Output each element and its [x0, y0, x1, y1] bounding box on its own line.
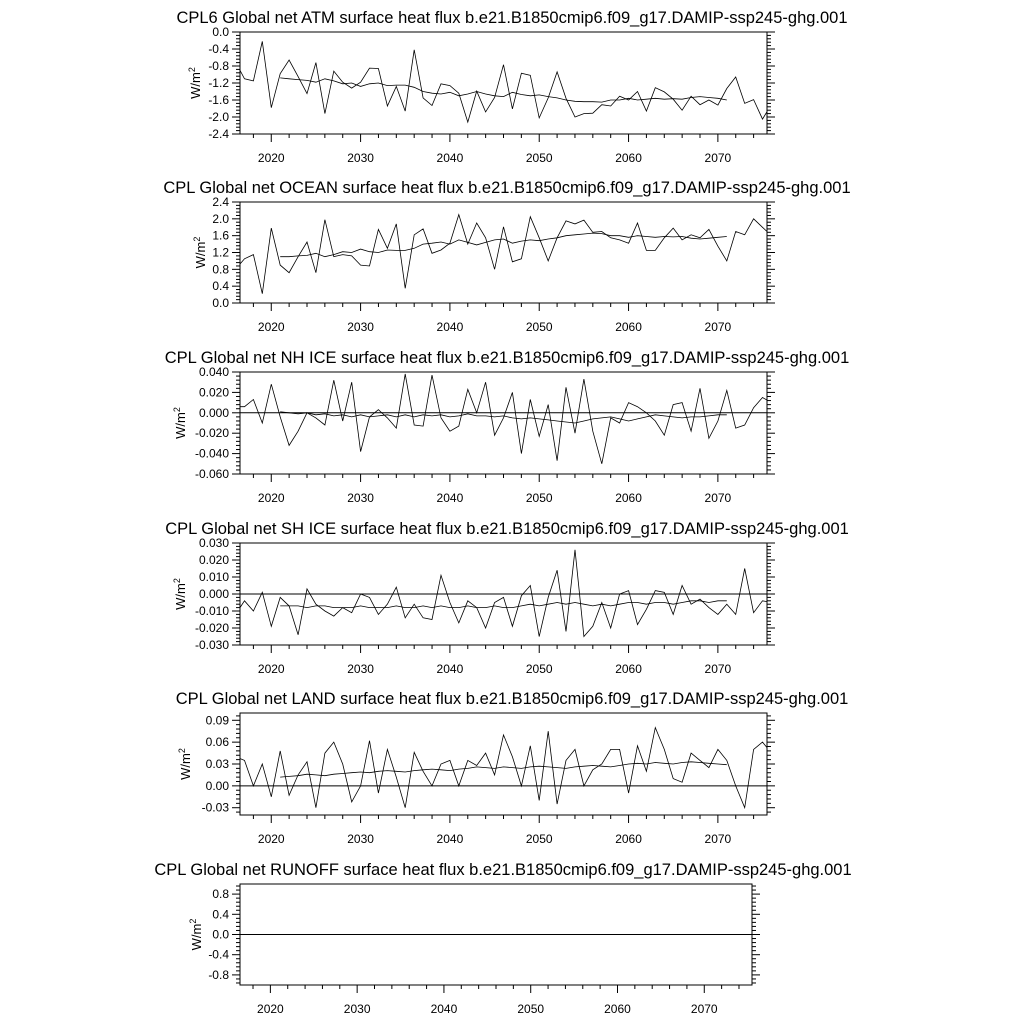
series-running-mean-line: [280, 233, 727, 257]
panel-title: CPL Global net OCEAN surface heat flux b.e21.B1850cmip6.f09_g17.DAMIP-ssp245-ghg.001: [163, 179, 851, 197]
panel-5: [176, 690, 849, 846]
panel-title: CPL Global net NH ICE surface heat flux b.e21.B1850cmip6.f09_g17.DAMIP-ssp245-ghg.001: [164, 349, 850, 367]
x-tick-label: 2060: [615, 491, 642, 505]
series-annual-line: [236, 41, 772, 122]
y-tick-label: 0.4: [212, 279, 229, 294]
y-tick-label: 0.0: [212, 927, 229, 942]
y-tick-label: -0.040: [194, 446, 229, 461]
x-tick-label: 2060: [615, 320, 642, 334]
y-tick-label: 0.8: [212, 887, 229, 902]
x-tick-label: 2030: [347, 151, 374, 165]
x-tick-label: 2020: [257, 320, 285, 334]
x-tick-label: 2040: [430, 1002, 458, 1016]
x-tick-label: 2070: [704, 832, 732, 846]
y-axis-label: [187, 67, 203, 99]
x-tick-label: 2050: [525, 491, 553, 505]
y-axis-label-superscript: 2: [188, 918, 198, 924]
y-tick-label: 2.4: [212, 195, 229, 209]
panel-4: [165, 520, 849, 676]
x-tick-label: 2070: [704, 320, 732, 334]
y-axis-label: [177, 748, 193, 780]
panel-title: CPL Global net LAND surface heat flux b.e21.B1850cmip6.f09_g17.DAMIP-ssp245-ghg.001: [175, 690, 849, 708]
x-tick-label: 2070: [690, 1002, 718, 1016]
y-tick-label: -0.020: [194, 426, 229, 441]
x-tick-label: 2050: [525, 320, 553, 334]
y-axis-label-text: W/m: [189, 923, 204, 951]
x-tick-label: 2020: [257, 1002, 284, 1016]
x-tick-label: 2040: [436, 662, 464, 676]
y-tick-label: -2.0: [208, 110, 229, 124]
y-tick-label: 0.4: [212, 907, 229, 922]
x-tick-label: 2030: [347, 662, 374, 676]
panel-title: CPL Global net RUNOFF surface heat flux b.e21.B1850cmip6.f09_g17.DAMIP-ssp245-ghg.001: [154, 861, 852, 879]
y-tick-label: 0.020: [198, 553, 229, 567]
y-tick-label: 0.03: [205, 757, 229, 771]
x-tick-label: 2060: [604, 1002, 631, 1016]
x-tick-label: 2040: [436, 491, 464, 505]
y-axis-label-text: W/m: [178, 753, 193, 780]
y-tick-label: -0.4: [208, 42, 229, 56]
x-tick-label: 2070: [704, 151, 732, 165]
y-axis-label: [188, 919, 204, 951]
y-tick-label: 0.0: [212, 296, 229, 310]
x-tick-label: 2050: [525, 151, 553, 165]
y-tick-label: -2.4: [208, 127, 229, 141]
y-tick-label: -0.010: [194, 604, 229, 618]
y-axis-label-superscript: 2: [172, 407, 182, 413]
panel-6: [154, 861, 851, 1016]
y-axis-label-superscript: 2: [192, 236, 202, 242]
y-axis-label-superscript: 2: [187, 67, 197, 73]
x-tick-label: 2050: [525, 832, 553, 846]
panel-1: [176, 9, 847, 165]
x-tick-label: 2060: [615, 151, 642, 165]
y-tick-label: -0.060: [194, 467, 229, 481]
y-tick-label: 0.030: [198, 536, 229, 550]
y-tick-label: 0.06: [205, 735, 229, 750]
y-tick-label: -0.8: [208, 967, 229, 982]
y-axis-label-superscript: 2: [177, 748, 187, 754]
x-tick-label: 2050: [525, 662, 553, 676]
y-axis-label-text: W/m: [173, 412, 188, 439]
series-running-mean-line: [280, 601, 727, 608]
y-tick-label: 0.000: [198, 405, 229, 420]
y-axis-label: [172, 578, 188, 610]
x-tick-label: 2040: [436, 832, 464, 846]
y-tick-label: 0.00: [205, 778, 229, 793]
x-tick-label: 2020: [257, 662, 285, 676]
x-tick-label: 2030: [343, 1002, 371, 1016]
y-axis-label-text: W/m: [188, 72, 203, 99]
x-tick-label: 2040: [436, 320, 464, 334]
y-axis-label-text: W/m: [193, 241, 208, 269]
y-tick-label: -0.030: [194, 638, 229, 652]
y-axis-label-superscript: 2: [172, 578, 182, 584]
series-annual-line: [236, 728, 772, 808]
x-tick-label: 2060: [615, 832, 642, 846]
y-tick-label: -1.2: [208, 76, 229, 90]
x-tick-label: 2020: [257, 491, 285, 505]
panel-3: [165, 349, 850, 505]
y-tick-label: -0.03: [201, 800, 229, 815]
x-tick-label: 2070: [704, 662, 732, 676]
y-tick-label: -0.8: [208, 59, 229, 73]
plot-frame: [240, 32, 767, 134]
series-annual-line: [236, 215, 772, 294]
y-tick-label: 0.8: [212, 262, 229, 277]
y-tick-label: 2.0: [212, 211, 229, 226]
x-tick-label: 2020: [257, 832, 285, 846]
x-tick-label: 2030: [347, 832, 374, 846]
series-running-mean-line: [280, 762, 727, 777]
x-tick-label: 2050: [517, 1002, 545, 1016]
y-axis-label-text: W/m: [173, 583, 188, 610]
y-tick-label: 0.040: [198, 365, 229, 379]
y-tick-label: 1.6: [212, 228, 229, 243]
x-tick-label: 2030: [347, 320, 374, 334]
panel-2: [163, 179, 850, 334]
y-axis-label: [172, 407, 188, 439]
y-tick-label: 0.0: [212, 25, 229, 39]
panel-title: CPL Global net SH ICE surface heat flux b.e21.B1850cmip6.f09_g17.DAMIP-ssp245-ghg.001: [165, 520, 849, 538]
x-tick-label: 2040: [436, 151, 464, 165]
y-tick-label: 0.010: [198, 570, 229, 584]
y-tick-label: -1.6: [208, 93, 229, 107]
y-axis-label: [192, 237, 208, 269]
x-tick-label: 2030: [347, 491, 374, 505]
panel-title: CPL6 Global net ATM surface heat flux b.e21.B1850cmip6.f09_g17.DAMIP-ssp245-ghg.001: [176, 9, 848, 27]
x-tick-label: 2060: [615, 662, 642, 676]
y-tick-label: 0.020: [198, 385, 229, 400]
x-tick-label: 2070: [704, 491, 732, 505]
series-annual-line: [236, 374, 772, 464]
y-tick-label: 0.000: [198, 587, 229, 601]
y-tick-label: 0.09: [205, 713, 229, 728]
x-tick-label: 2020: [257, 151, 285, 165]
y-tick-label: 1.2: [212, 245, 229, 260]
plot-frame: [240, 372, 767, 474]
series-annual-line: [236, 550, 772, 637]
y-tick-label: -0.4: [208, 947, 229, 962]
y-tick-label: -0.020: [194, 621, 229, 635]
